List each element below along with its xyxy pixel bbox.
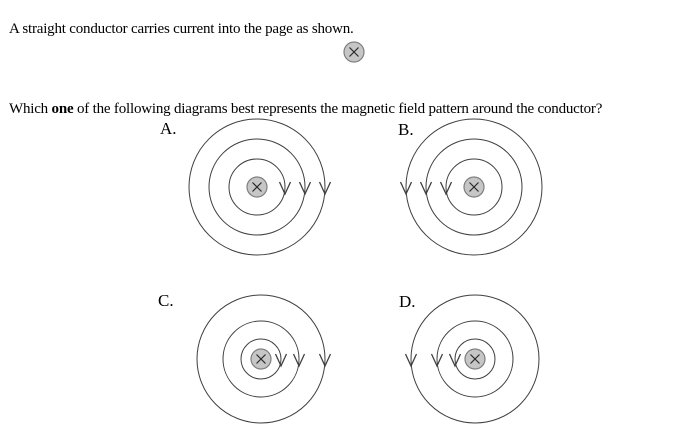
option-C-label: C. [158, 291, 174, 310]
option-C-field-diagram [181, 279, 341, 435]
option-A-label: A. [160, 119, 177, 138]
question-prompt-prefix: Which [9, 101, 52, 117]
option-A-field-diagram [177, 107, 337, 267]
option-D-label: D. [399, 292, 416, 311]
question-intro [9, 20, 354, 39]
option-B-label: B. [398, 120, 414, 139]
question-prompt-suffix: of the following diagrams best represents the magnetic field pattern around the conductor? [73, 101, 603, 117]
question-prompt-bold: one [51, 101, 74, 117]
option-D-field-diagram [395, 279, 555, 435]
x-in-circle-icon [343, 41, 365, 63]
question-intro-text: A straight conductor carries current into the page as shown. [9, 21, 354, 37]
option-B-field-diagram [394, 107, 554, 267]
current-into-page-symbol [343, 41, 365, 63]
